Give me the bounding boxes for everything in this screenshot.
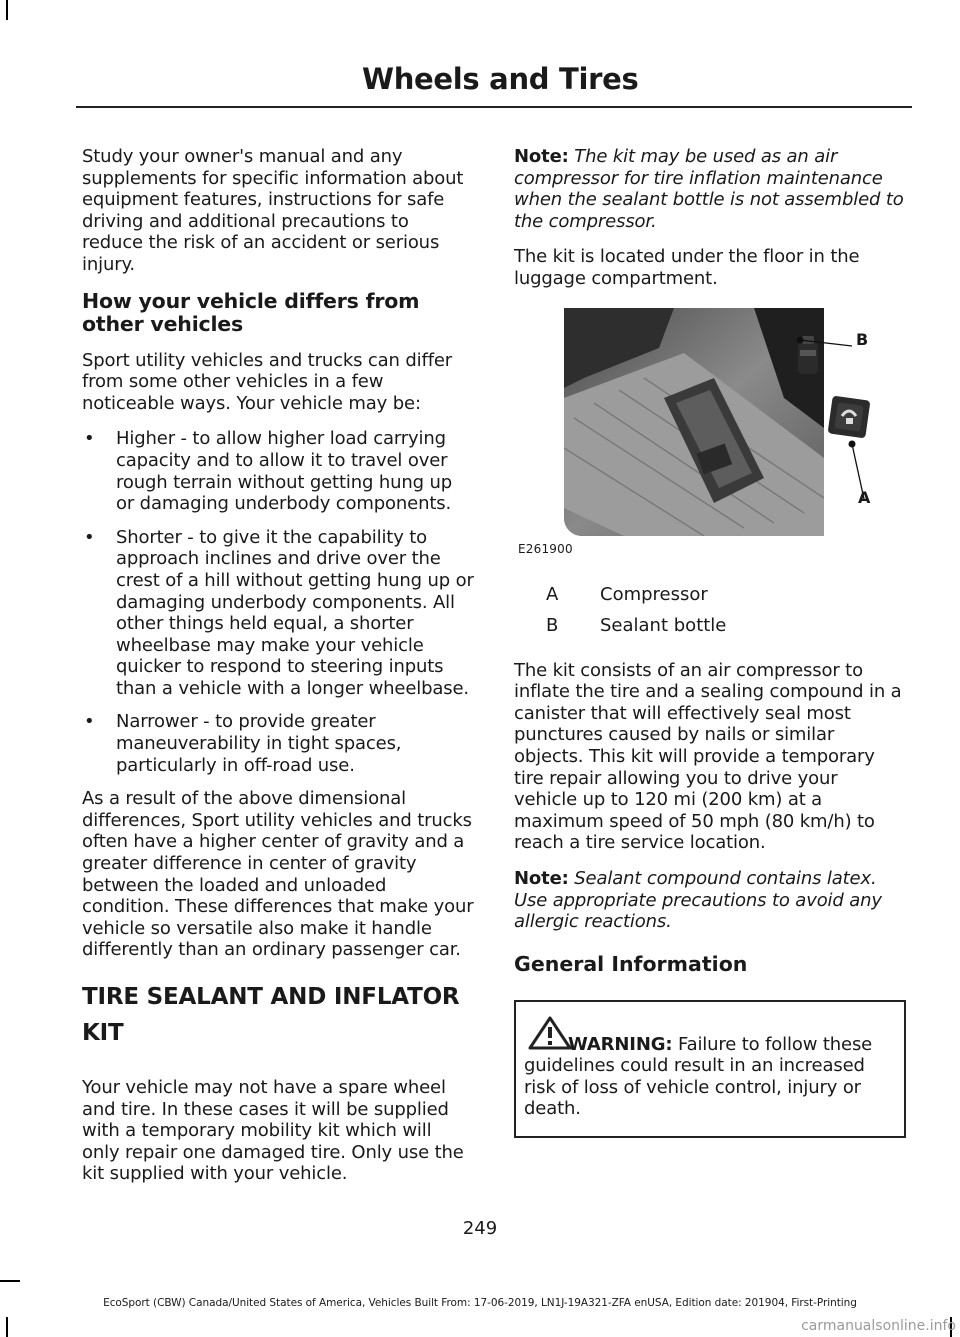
footer-edition-info: EcoSport (CBW) Canada/United States of America, Vehicles Built From: 17-06-2019, LN1J-19A321-ZFA enUSA, Edition date: 201904, First-Printing bbox=[103, 1297, 857, 1309]
kit-figure bbox=[514, 306, 906, 568]
differs-paragraph: Sport utility vehicles and trucks can differ from some other vehicles in a few noticeable ways. Your vehicle may be: bbox=[82, 349, 453, 414]
list-item bbox=[82, 527, 474, 700]
section-heading bbox=[82, 979, 474, 1051]
warning-text bbox=[524, 1034, 896, 1120]
callout-b-label: B bbox=[856, 329, 869, 349]
list-item bbox=[82, 711, 474, 776]
warning-box bbox=[514, 1000, 906, 1138]
figure-code: E261900 bbox=[518, 541, 573, 556]
intro-paragraph: Study your owner's manual and any supplements for specific information about equipment features, instructions for safe driving and additional precautions to reduce the risk of an accident or serious injury. bbox=[82, 146, 464, 275]
differences-list bbox=[82, 428, 474, 776]
page-number: 249 bbox=[462, 1218, 498, 1239]
legend-key: B bbox=[546, 614, 559, 636]
right-column bbox=[514, 146, 906, 1138]
warning-triangle-icon bbox=[528, 1016, 572, 1050]
warning-body: Failure to follow these guidelines could result in an increased risk of loss of vehicle control, injury or death. bbox=[524, 1033, 873, 1120]
note-latex bbox=[514, 868, 906, 933]
legend-key: A bbox=[546, 583, 559, 605]
watermark: carmanualsonline.info bbox=[801, 1318, 956, 1334]
list-item-text: Higher - to allow higher load carrying capacity and to allow it to travel over rough terrain without getting hung up or damaging underbody components. bbox=[116, 428, 452, 515]
callout-lines bbox=[794, 334, 874, 514]
left-column bbox=[82, 146, 474, 1199]
header-rule bbox=[76, 106, 912, 108]
consists-paragraph: The kit consists of an air compressor to inflate the tire and a sealing compound in a canister that will effectively seal most punctures caused by nails or similar objects. This kit will provide a temporary tire repair allowing you to drive your vehicle up to 120 mi (200 km) at a maximum speed of 50 mph (80 km/h) to reach a tire service location. bbox=[514, 659, 902, 854]
list-item bbox=[82, 428, 474, 514]
note-text: Sealant compound contains latex. Use appropriate precautions to avoid any allergic reactions. bbox=[514, 867, 882, 933]
legend-value: Sealant bottle bbox=[600, 614, 727, 636]
general-information-heading: General Information bbox=[514, 951, 748, 976]
note-text: The kit may be used as an air compressor for tire inflation maintenance when the sealant bottle is not assembled to the compressor. bbox=[514, 146, 904, 232]
crop-mark-top-left bbox=[6, 0, 8, 20]
page-title: Wheels and Tires bbox=[362, 62, 639, 96]
list-item-text: Shorter - to give it the capability to approach inclines and drive over the crest of a hill without getting hung up or damaging underbody components. All other things held equal, a shorter wheelbase may make your vehicle quicker to respond to steering inputs than a vehicle with a longer wheelbase. bbox=[116, 526, 474, 699]
luggage-floor-illustration bbox=[564, 308, 824, 536]
legend-value: Compressor bbox=[600, 583, 708, 605]
note-label: Note: bbox=[514, 146, 569, 167]
callout-a-label: A bbox=[858, 487, 871, 507]
bullet-mark: • bbox=[84, 711, 95, 733]
dimensional-paragraph: As a result of the above dimensional differences, Sport utility vehicles and trucks often have a higher center of gravity and a greater difference in center of gravity between the loaded and unloaded condition. These differences that make your vehicle so versatile also make it handle differently than an ordinary passenger car. bbox=[82, 788, 474, 961]
bullet-mark: • bbox=[84, 526, 95, 548]
differs-heading: How your vehicle differs from other vehicles bbox=[82, 288, 420, 336]
section-heading-line-2: KIT bbox=[82, 1020, 124, 1046]
note-label: Note: bbox=[514, 867, 569, 889]
location-paragraph: The kit is located under the floor in the luggage compartment. bbox=[514, 246, 860, 289]
table-row bbox=[546, 615, 726, 646]
luggage-compartment-photo bbox=[564, 308, 824, 536]
crop-mark-bottom-left bbox=[6, 1317, 8, 1337]
list-item-text: Narrower - to provide greater maneuverability in tight spaces, particularly in off-road use. bbox=[116, 711, 402, 776]
section-heading-line-1: TIRE SEALANT AND INFLATOR bbox=[82, 984, 460, 1010]
table-row bbox=[546, 584, 726, 615]
kit-paragraph: Your vehicle may not have a spare wheel and tire. In these cases it will be supplied with a temporary mobility kit which will only repair one damaged tire. Only use the kit supplied with your vehicle. bbox=[82, 1077, 464, 1185]
warning-label: WARNING: bbox=[568, 1033, 673, 1055]
figure-legend bbox=[546, 584, 726, 646]
note-compressor bbox=[514, 146, 906, 232]
crop-mark-bottom-left-h bbox=[0, 1280, 20, 1282]
bullet-mark: • bbox=[84, 428, 95, 450]
